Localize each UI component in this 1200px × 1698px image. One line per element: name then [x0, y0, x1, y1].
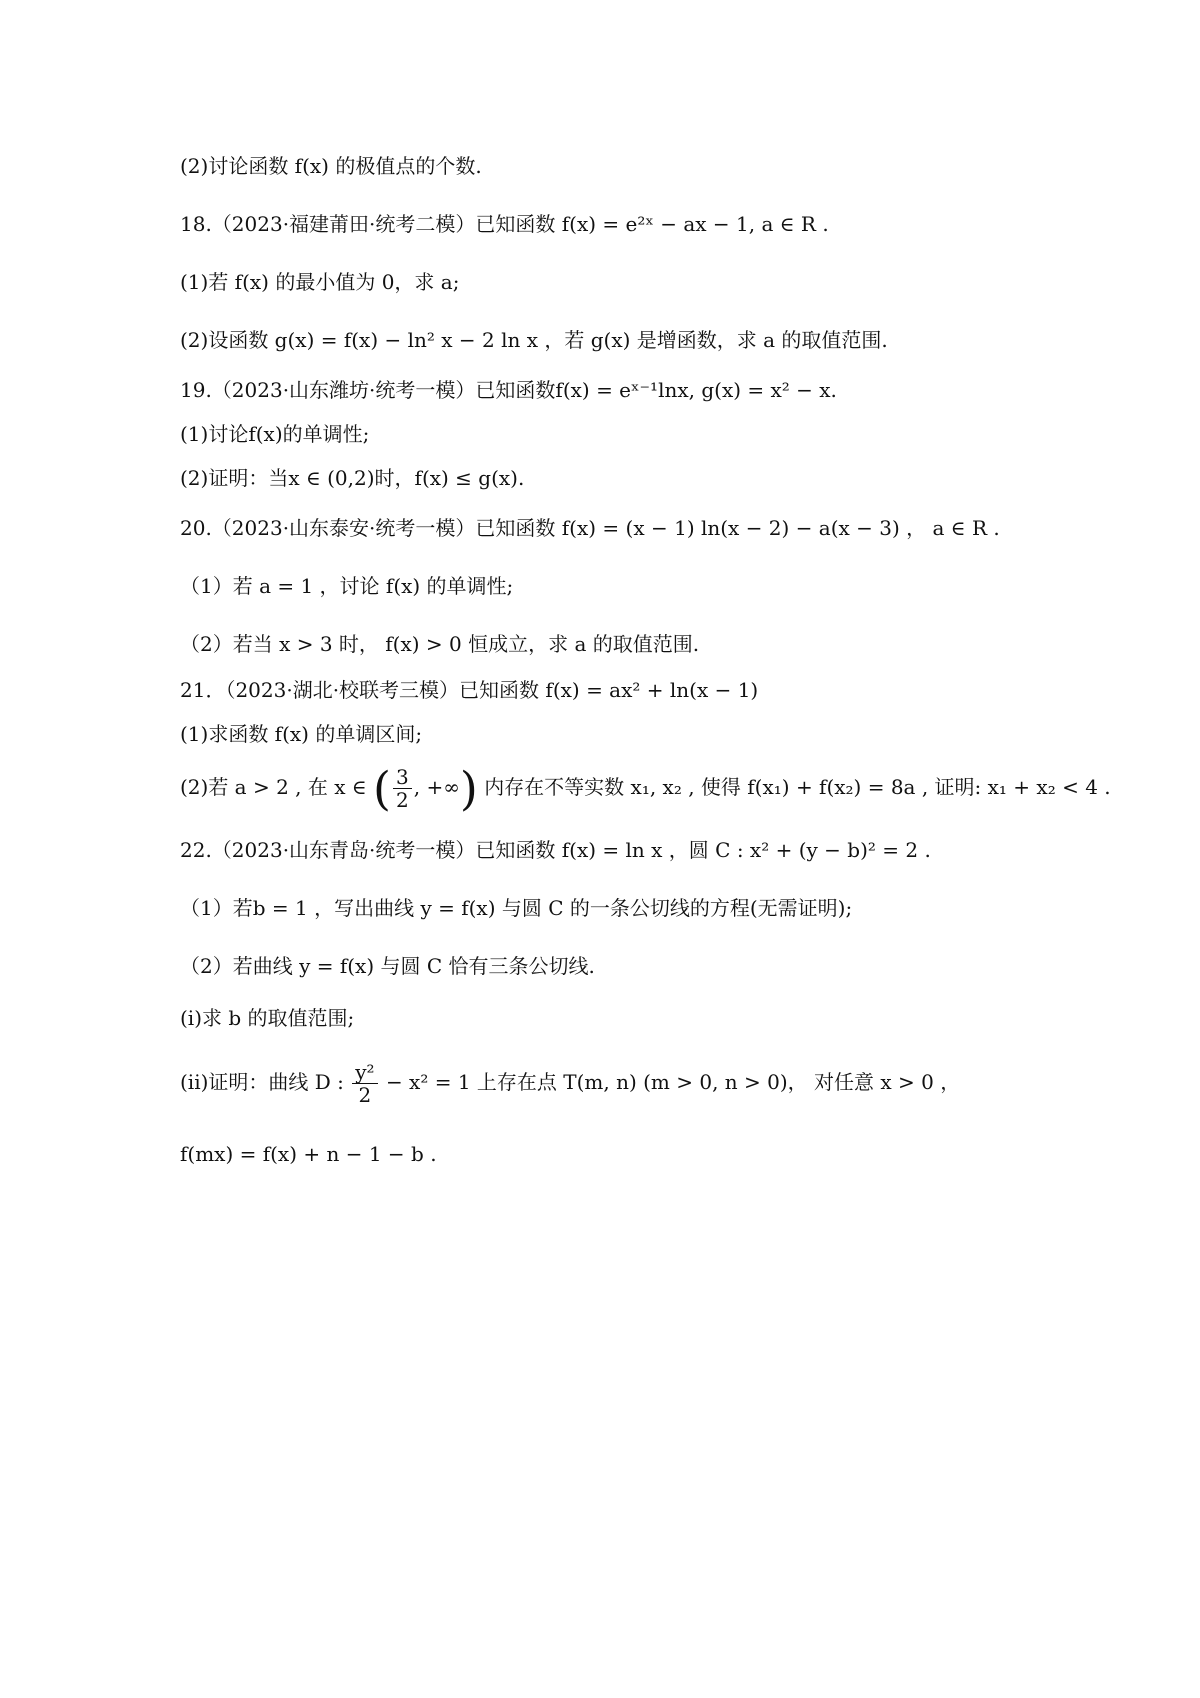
text-line: (2)设函数 g(x) = f(x) − ln² x − 2 ln x ，若 g(x) 是增函数，求 a 的取值范围.	[180, 328, 888, 352]
text-line: (1)讨论f(x)的单调性;	[180, 422, 370, 446]
text-segment: 内存在不等实数 x₁, x₂ , 使得 f(x₁) + f(x₂) = 8a , 证明: x₁ + x₂ < 4 .	[484, 775, 1111, 799]
problem-20-heading: 20.（2023·山东泰安·统考一模）已知函数 f(x) = (x − 1) ln(x − 2) − a(x − 3) ， a ∈ R .	[180, 516, 1000, 540]
text-line-with-fraction	[180, 1054, 960, 1110]
problem-18-heading: 18.（2023·福建莆田·统考二模）已知函数 f(x) = e²ˣ − ax − 1, a ∈ R .	[180, 212, 829, 236]
left-paren: (	[373, 761, 391, 816]
problem-19-heading: 19.（2023·山东潍坊·统考一模）已知函数f(x) = eˣ⁻¹lnx, g(x) = x² − x.	[180, 378, 837, 402]
text-line-with-interval	[180, 761, 1111, 816]
text-line: (i)求 b 的取值范围;	[180, 1006, 355, 1030]
text-line: （2）若曲线 y = f(x) 与圆 C 恰有三条公切线.	[180, 954, 595, 978]
text-line: (2)讨论函数 f(x) 的极值点的个数.	[180, 154, 482, 178]
fraction-numerator: y²	[352, 1061, 377, 1084]
text-line: (1)若 f(x) 的最小值为 0，求 a;	[180, 270, 460, 294]
fraction	[393, 766, 412, 811]
problem-22-heading: 22.（2023·山东青岛·统考一模）已知函数 f(x) = ln x ，圆 C : x² + (y − b)² = 2 .	[180, 838, 931, 862]
fraction-numerator: 3	[393, 766, 412, 789]
text-line: （1）若 a = 1 ，讨论 f(x) 的单调性;	[180, 574, 514, 598]
text-segment: (2)若 a > 2 , 在 x ∈	[180, 775, 367, 799]
text-segment: (ii)证明：曲线 D :	[180, 1070, 344, 1094]
right-paren: )	[459, 761, 478, 816]
fraction-denominator: 2	[396, 788, 409, 812]
text-line: f(mx) = f(x) + n − 1 − b .	[180, 1142, 437, 1166]
text-line: （2）若当 x > 3 时， f(x) > 0 恒成立，求 a 的取值范围.	[180, 632, 700, 656]
fraction-denominator: 2	[358, 1083, 372, 1107]
problem-21-heading: 21．（2023·湖北·校联考三模）已知函数 f(x) = ax² + ln(x − 1)	[180, 678, 759, 702]
interval-tail: , +∞	[413, 775, 460, 799]
text-line: (2)证明：当x ∈ (0,2)时，f(x) ≤ g(x).	[180, 466, 525, 490]
text-line: (1)求函数 f(x) 的单调区间;	[180, 722, 423, 746]
text-line: （1）若b = 1 ，写出曲线 y = f(x) 与圆 C 的一条公切线的方程(无需证明);	[180, 896, 853, 920]
text-segment: − x² = 1 上存在点 T(m, n) (m > 0, n > 0)， 对任意 x > 0 ，	[385, 1070, 961, 1094]
fraction	[352, 1061, 377, 1106]
